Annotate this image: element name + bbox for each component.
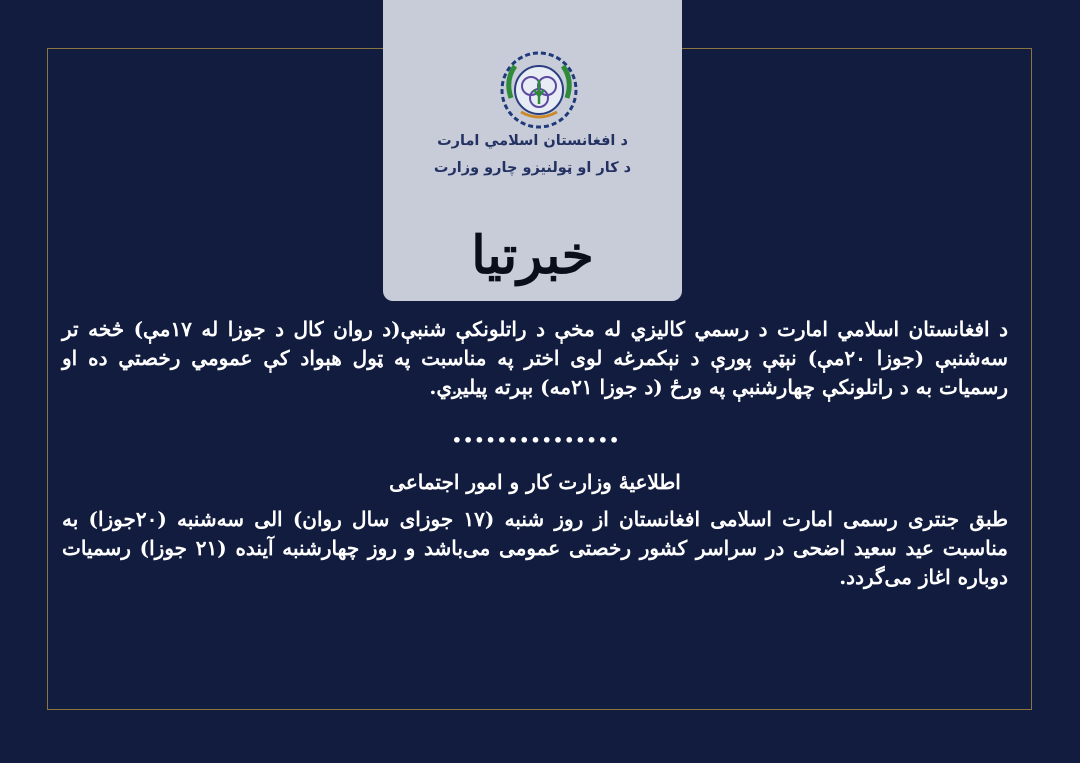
dari-announcement-text: طبق جنتری رسمی امارت اسلامی افغانستان از روز شنبه (۱۷ جوزای سال روان) الی سه‌شنبه (۲۰جوزا) به مناسبت عید سعید اضحی در سراسر کشور رخصتی عمومی می‌باشد و روز چهارشنبه آینده (۲۱ جوزا) رسمیات دوباره اغاز می‌گردد. (62, 507, 1008, 589)
pashto-announcement-text: د افغانستان اسلامي امارت د رسمي کالیزي له مخې د راتلونکې شنبې(د روان کال د جوزا له ۱۷مې) څخه تر سه‌شنبې (جوزا ۲۰مې) نېټې پورې د نېکمرغه لوی اختر په مناسبت په ټول هېواد کې عمومي رخصتي ده او رسمیات به د راتلونکې چهارشنبې په ورځ (د جوزا ۲۱مه) بېرته پیلیږي. (62, 317, 1008, 399)
separator-dots: ••••••••••••••• (451, 431, 621, 450)
ministry-emblem-icon (499, 50, 579, 130)
dari-announcement-title: اطلاعیهٔ وزارت کار و امور اجتماعی (389, 470, 681, 494)
ministry-name: د کار او ټولنیزو چارو وزارت (433, 160, 632, 176)
announcement-title: خبرتیا (471, 225, 594, 286)
emirate-name: د افغانستان اسلامي امارت (437, 133, 628, 149)
